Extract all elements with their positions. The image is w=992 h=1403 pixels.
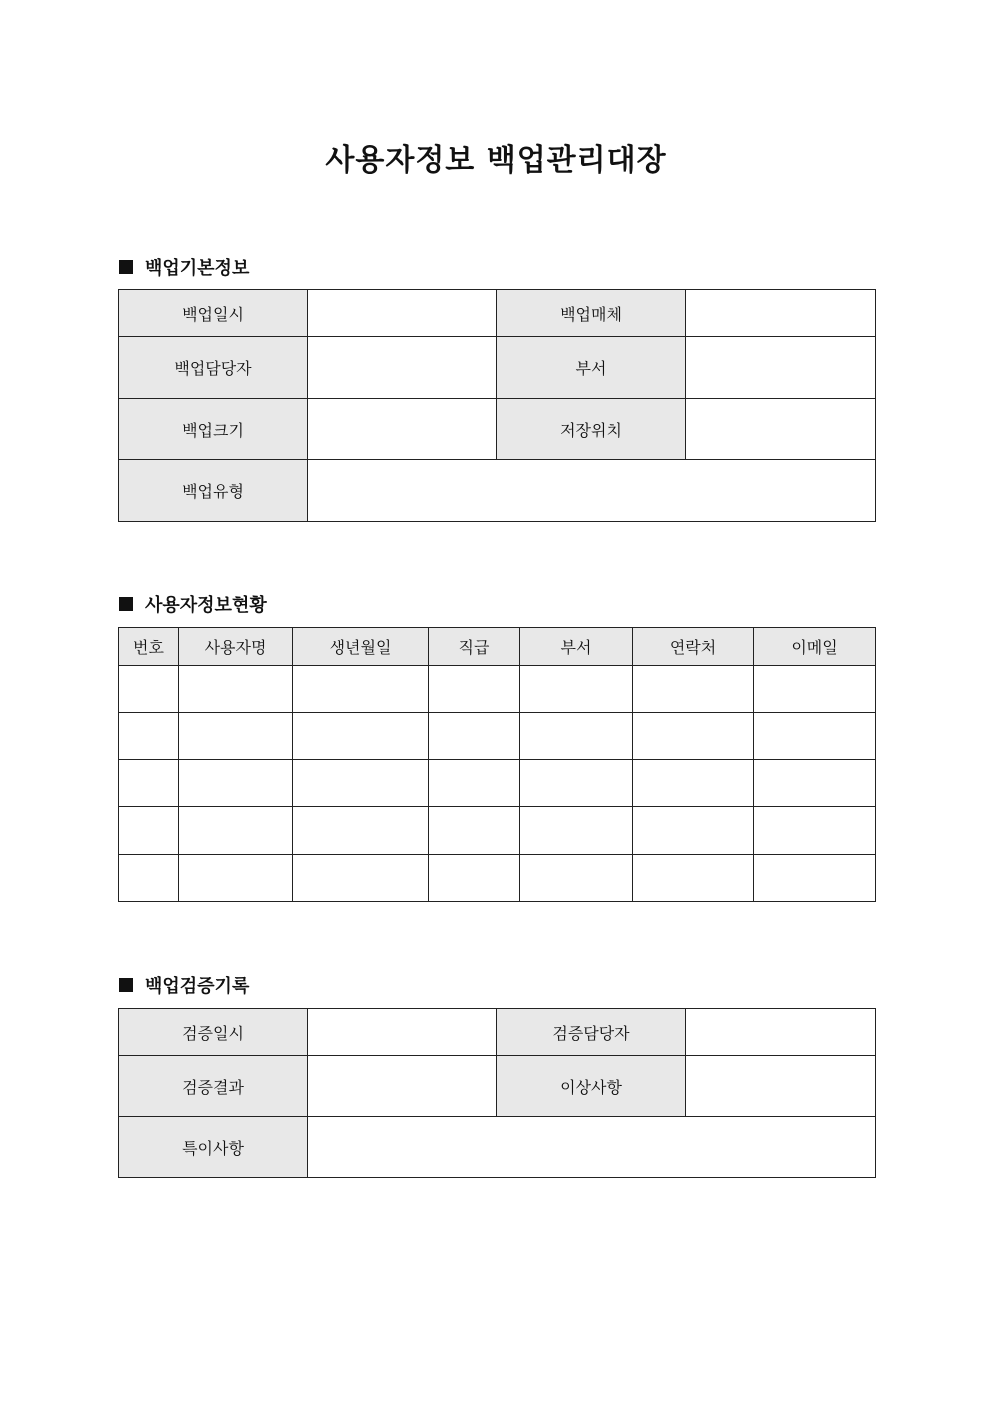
table-cell[interactable]	[293, 760, 429, 807]
table-cell[interactable]	[293, 666, 429, 713]
backup-manager-label: 백업담당자	[119, 337, 308, 399]
department-field[interactable]	[686, 337, 876, 399]
square-bullet-icon	[119, 597, 133, 611]
column-header-position: 직급	[429, 628, 520, 666]
verify-date-field[interactable]	[308, 1009, 497, 1056]
backup-media-label: 백업매체	[497, 290, 686, 337]
table-cell[interactable]	[179, 807, 293, 855]
table-cell[interactable]	[520, 760, 633, 807]
storage-location-label: 저장위치	[497, 399, 686, 460]
column-header-birthdate: 생년월일	[293, 628, 429, 666]
table-cell[interactable]	[293, 855, 429, 902]
table-cell[interactable]	[633, 713, 754, 760]
table-cell[interactable]	[520, 666, 633, 713]
column-header-username: 사용자명	[179, 628, 293, 666]
table-cell[interactable]	[633, 807, 754, 855]
table-cell[interactable]	[429, 666, 520, 713]
issues-label: 이상사항	[497, 1056, 686, 1117]
table-row	[119, 760, 876, 807]
backup-info-table	[118, 289, 876, 522]
page-title: 사용자정보 백업관리대장	[325, 143, 667, 178]
table-cell[interactable]	[520, 855, 633, 902]
table-cell[interactable]	[520, 807, 633, 855]
column-header-number: 번호	[119, 628, 179, 666]
backup-date-field[interactable]	[308, 290, 497, 337]
table-cell[interactable]	[119, 807, 179, 855]
verify-date-label: 검증일시	[119, 1009, 308, 1056]
table-row	[119, 666, 876, 713]
section-heading-verification	[119, 972, 249, 998]
table-cell[interactable]	[179, 760, 293, 807]
table-cell[interactable]	[119, 760, 179, 807]
table-cell[interactable]	[293, 713, 429, 760]
square-bullet-icon	[119, 978, 133, 992]
notes-label: 특이사항	[119, 1117, 308, 1178]
square-bullet-icon	[119, 260, 133, 274]
verification-table	[118, 1008, 876, 1178]
table-cell[interactable]	[429, 855, 520, 902]
backup-manager-field[interactable]	[308, 337, 497, 399]
table-cell[interactable]	[179, 713, 293, 760]
section-heading-user-status	[119, 591, 267, 617]
backup-size-field[interactable]	[308, 399, 497, 460]
table-cell[interactable]	[520, 713, 633, 760]
section-heading-backup-info	[119, 254, 249, 280]
department-label: 부서	[497, 337, 686, 399]
backup-type-label: 백업유형	[119, 460, 308, 522]
table-row	[119, 807, 876, 855]
table-cell[interactable]	[429, 807, 520, 855]
table-cell[interactable]	[754, 666, 876, 713]
verify-manager-field[interactable]	[686, 1009, 876, 1056]
table-cell[interactable]	[754, 760, 876, 807]
verify-result-label: 검증결과	[119, 1056, 308, 1117]
backup-media-field[interactable]	[686, 290, 876, 337]
table-cell[interactable]	[119, 855, 179, 902]
section-title: 사용자정보현황	[145, 595, 267, 616]
table-cell[interactable]	[633, 760, 754, 807]
table-cell[interactable]	[429, 760, 520, 807]
table-cell[interactable]	[119, 713, 179, 760]
backup-date-label: 백업일시	[119, 290, 308, 337]
verify-manager-label: 검증담당자	[497, 1009, 686, 1056]
table-cell[interactable]	[179, 855, 293, 902]
storage-location-field[interactable]	[686, 399, 876, 460]
backup-type-field[interactable]	[308, 460, 876, 522]
column-header-contact: 연락처	[633, 628, 754, 666]
user-status-table	[118, 627, 876, 902]
table-cell[interactable]	[754, 713, 876, 760]
section-title: 백업검증기록	[145, 976, 250, 997]
table-cell[interactable]	[633, 666, 754, 713]
notes-field[interactable]	[308, 1117, 876, 1178]
table-cell[interactable]	[429, 713, 520, 760]
verify-result-field[interactable]	[308, 1056, 497, 1117]
column-header-department: 부서	[520, 628, 633, 666]
section-title: 백업기본정보	[145, 258, 250, 279]
table-cell[interactable]	[633, 855, 754, 902]
table-cell[interactable]	[754, 855, 876, 902]
backup-size-label: 백업크기	[119, 399, 308, 460]
table-cell[interactable]	[179, 666, 293, 713]
column-header-email: 이메일	[754, 628, 876, 666]
table-cell[interactable]	[119, 666, 179, 713]
table-cell[interactable]	[754, 807, 876, 855]
table-row	[119, 855, 876, 902]
table-row	[119, 713, 876, 760]
table-cell[interactable]	[293, 807, 429, 855]
issues-field[interactable]	[686, 1056, 876, 1117]
